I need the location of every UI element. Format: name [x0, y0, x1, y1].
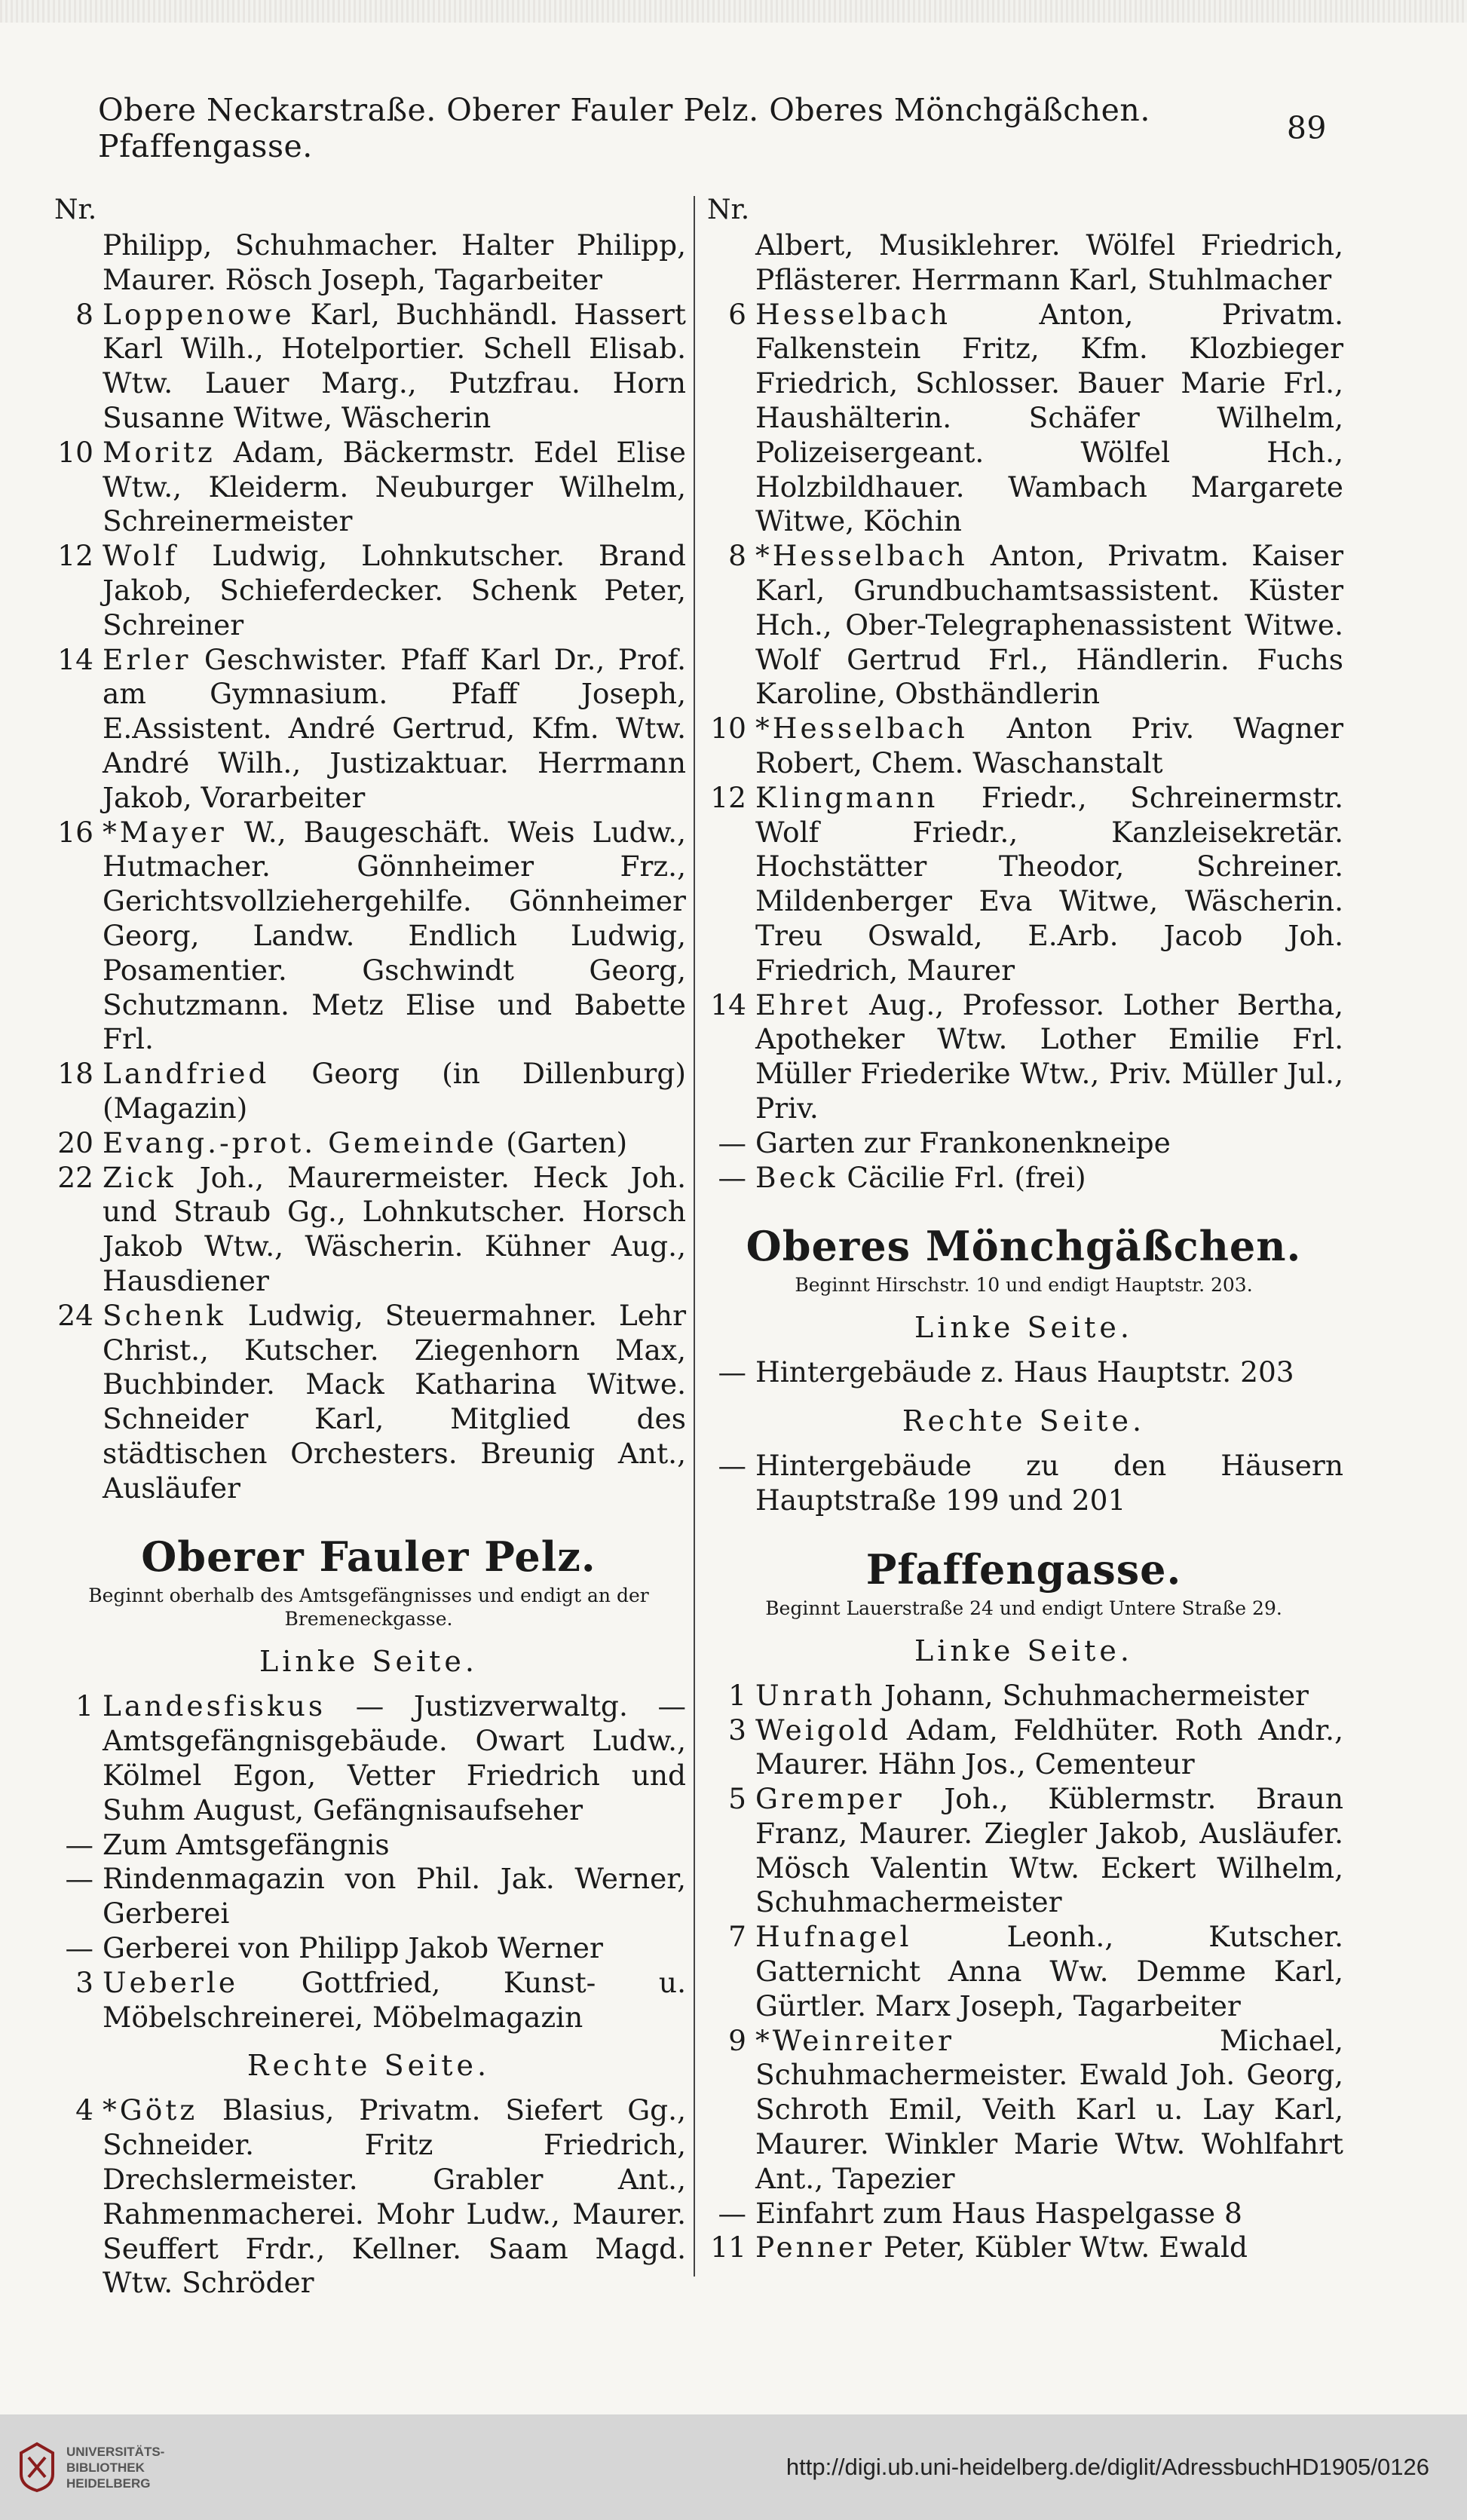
address-entry — [704, 988, 1343, 1126]
house-number: — — [65, 1862, 93, 1896]
owner-name: Zick — [103, 1160, 176, 1194]
residents: Johann, Schuhmachermeister — [875, 1678, 1309, 1712]
owner-name: Weigold — [755, 1713, 892, 1747]
residents: Georg (in Dillenburg) (Magazin) — [103, 1057, 686, 1125]
entry-text — [755, 1161, 1343, 1196]
residents: Anton, Privatm. Falkenstein Fritz, Kfm. Klozbieger Friedrich, Schlosser. Bauer Marie Frl., Haushälterin. Schäfer Wilhelm, Polizeisergeant. Wölfel Hch., Holzbildhauer. Wambach Margarete Witwe, Köchin — [755, 297, 1343, 538]
residents: Adam, Feldhüter. Roth Andr., Maurer. Hähn Jos., Cementeur — [755, 1713, 1343, 1781]
house-number: — — [65, 1827, 93, 1861]
owner-name: Landesfiskus — [103, 1689, 326, 1723]
pfaffengasse-entries — [704, 1679, 1343, 2266]
entry-text — [103, 1966, 686, 2035]
residents: Michael, Schuhmachermeister. Ewald Joh. Georg, Schroth Emil, Veith Karl u. Lay Karl, Maurer. Winkler Marie Wtw. Wohlfahrt Ant., Tapezier — [755, 2023, 1343, 2195]
neckarstrasse-entries — [51, 228, 686, 1505]
address-entry — [51, 298, 686, 436]
address-entry — [704, 1782, 1343, 1920]
house-number — [704, 228, 755, 298]
address-entry — [704, 781, 1343, 988]
residents: Anton, Privatm. Kaiser Karl, Grundbuchamtsassistent. Küster Hch., Ober-Telegraphenassistent Witwe. Wolf Gertrud Frl., Händlerin. Fuchs Karoline, Obsthändlerin — [755, 539, 1343, 711]
residents: Aug., Professor. Lother Bertha, Apotheker Wtw. Lother Emilie Frl. Müller Friederike Wtw., Priv. Müller Jul., Priv. — [755, 987, 1343, 1125]
side-heading: Linke Seite. — [914, 1634, 1133, 1667]
owner-name: Landfried — [103, 1057, 270, 1091]
residents: Cäcilie Frl. (frei) — [838, 1160, 1086, 1194]
owner-name: *Mayer — [103, 815, 227, 849]
residents: Philipp, Schuhmacher. Halter Philipp, Maurer. Rösch Joseph, Tagarbeiter — [103, 228, 686, 296]
house-number: 3 — [728, 1713, 746, 1747]
owner-name: Evang.-prot. Gemeinde — [103, 1125, 498, 1159]
logo-line: BIBLIOTHEK — [66, 2460, 145, 2475]
address-entry — [51, 1966, 686, 2035]
entry-text — [755, 539, 1343, 712]
owner-name: Wolf — [103, 539, 179, 573]
entry-text — [755, 1449, 1343, 1518]
house-number: 8 — [728, 539, 746, 573]
residents: Hintergebäude zu den Häusern Hauptstraße 199 und 201 — [755, 1449, 1343, 1517]
house-number: 10 — [710, 712, 746, 746]
house-number: 9 — [728, 2023, 746, 2057]
residents: (Garten) — [497, 1125, 628, 1159]
entry-text — [103, 228, 686, 298]
residents: Karl, Buchhändl. Hassert Karl Wilh., Hotelportier. Schell Elisab. Wtw. Lauer Marg., Putzfrau. Horn Susanne Witwe, Wäscherin — [103, 297, 686, 434]
entry-text — [755, 228, 1343, 298]
left-column — [51, 192, 686, 2301]
address-entry — [51, 643, 686, 816]
entry-text — [755, 1713, 1343, 1783]
house-number: 7 — [728, 1920, 746, 1954]
address-entry — [704, 2024, 1343, 2197]
scan-border — [0, 0, 1467, 23]
house-number: 12 — [57, 539, 93, 573]
entry-text — [755, 298, 1343, 540]
owner-name: Beck — [755, 1160, 838, 1194]
entry-text — [103, 1931, 686, 1966]
owner-name: Moritz — [103, 435, 216, 469]
running-title: Obere Neckarstraße. Oberer Fauler Pelz. Oberes Mönchgäßchen. Pfaffengasse. — [98, 92, 1150, 164]
owner-name: Hufnagel — [755, 1920, 912, 1954]
residents: Peter, Kübler Wtw. Ewald — [874, 2231, 1248, 2264]
owner-name: *Götz — [103, 2093, 198, 2127]
entry-text — [103, 1862, 686, 1931]
residents: — Justizverwaltg. — Amtsgefängnisgebäude. Owart Ludw., Kölmel Egon, Vetter Friedrich und Suhm August, Gefängnisaufseher — [103, 1689, 686, 1826]
owner-name: Gremper — [755, 1782, 905, 1816]
entry-text — [755, 1355, 1343, 1390]
entry-text — [755, 2024, 1343, 2197]
owner-name: *Hesselbach — [755, 712, 968, 746]
moenchgaesschen-right-entries — [704, 1449, 1343, 1518]
residents: Albert, Musiklehrer. Wölfel Friedrich, Pflästerer. Herrmann Karl, Stuhlmacher — [755, 228, 1343, 296]
fauler-pelz-left-entries — [51, 1689, 686, 2035]
house-number: — — [718, 1160, 746, 1194]
street-subtitle: Beginnt Lauerstraße 24 und endigt Untere Straße 29. — [765, 1597, 1282, 1619]
residents: Anton Priv. Wagner Robert, Chem. Waschanstalt — [755, 712, 1343, 779]
address-entry — [51, 1299, 686, 1506]
entry-text — [103, 2093, 686, 2301]
entry-text — [103, 1057, 686, 1126]
entry-text — [755, 1126, 1343, 1161]
entry-text — [103, 1828, 686, 1863]
entry-text — [103, 1161, 686, 1299]
house-number — [51, 228, 103, 298]
entry-text — [755, 1679, 1343, 1713]
address-entry — [704, 1449, 1343, 1518]
street-subtitle: Beginnt oberhalb des Amtsgefängnisses und endigt an der Bremeneckgasse. — [88, 1585, 649, 1630]
house-number: 3 — [75, 1965, 93, 1999]
house-number: 12 — [710, 780, 746, 814]
side-heading: Rechte Seite. — [247, 2049, 491, 2083]
house-number: 24 — [57, 1298, 93, 1332]
residents: Geschwister. Pfaff Karl Dr., Prof. am Gymnasium. Pfaff Joseph, E.Assistent. André Gertrud, Kfm. Wtw. André Wilh., Justizaktuar. Herrmann Jakob, Vorarbeiter — [103, 642, 686, 814]
address-entry — [704, 1126, 1343, 1161]
residents: W., Baugeschäft. Weis Ludw., Hutmacher. Gönnheimer Frz., Gerichtsvollziehergehilfe. Gönnheimer Georg, Landw. Endlich Ludwig, Posamentier. Gschwindt Georg, Schutzmann. Metz Elise und Babette Frl. — [103, 815, 686, 1056]
owner-name: Loppenowe — [103, 297, 295, 331]
entry-text — [755, 988, 1343, 1126]
entry-text — [755, 781, 1343, 988]
residents: Leonh., Kutscher. Gatternicht Anna Ww. Demme Karl, Gürtler. Marx Joseph, Tagarbeiter — [755, 1920, 1343, 2022]
entry-text — [103, 436, 686, 539]
residents: Ludwig, Steuermahner. Lehr Christ., Kutscher. Ziegenhorn Max, Buchbinder. Mack Katharina Witwe. Schneider Karl, Mitglied des städtischen Orchesters. Breunig Ant., Ausläufer — [103, 1298, 686, 1505]
house-number: 5 — [728, 1782, 746, 1816]
owner-name: Penner — [755, 2231, 875, 2264]
right-column — [704, 192, 1343, 2265]
entry-text — [103, 1689, 686, 1827]
address-entry — [704, 539, 1343, 712]
street-title: Oberer Fauler Pelz. — [141, 1533, 596, 1582]
address-entry — [704, 298, 1343, 540]
house-number: 1 — [75, 1689, 93, 1723]
entry-text — [755, 1920, 1343, 2023]
residents: Gottfried, Kunst- u. Möbelschreinerei, Möbelmagazin — [103, 1965, 686, 2034]
address-entry — [704, 1920, 1343, 2023]
address-entry — [51, 436, 686, 539]
entry-text — [103, 1299, 686, 1506]
residents: Gerberei von Philipp Jakob Werner — [103, 1931, 603, 1965]
house-number: 22 — [57, 1160, 93, 1194]
fauler-pelz-right-entries — [51, 2093, 686, 2301]
residents: Rindenmagazin von Phil. Jak. Werner, Gerberei — [103, 1862, 686, 1931]
house-number: — — [718, 2196, 746, 2230]
entry-text — [755, 2231, 1343, 2265]
owner-name: Hesselbach — [755, 297, 951, 331]
residents: Friedr., Schreinermstr. Wolf Friedr., Kanzleisekretär. Hochstätter Theodor, Schreiner. Mildenberger Eva Witwe, Wäscherin. Treu Oswald, E.Arb. Jacob Joh. Friedrich, Maurer — [755, 780, 1343, 987]
house-number: 1 — [728, 1678, 746, 1712]
address-entry — [704, 2197, 1343, 2231]
residents: Einfahrt zum Haus Haspelgasse 8 — [755, 2196, 1242, 2230]
nr-label: Nr. — [707, 194, 750, 225]
address-entry — [704, 1161, 1343, 1196]
library-seal-icon — [17, 2441, 57, 2494]
entry-text — [103, 539, 686, 642]
owner-name: Ehret — [755, 987, 851, 1021]
residents: Blasius, Privatm. Siefert Gg., Schneider. Fritz Friedrich, Drechslermeister. Grabler Ant., Rahmenmacherei. Mohr Ludw., Maurer. Seuffert Frdr., Kellner. Saam Magd. Wtw. Schröder — [103, 2093, 686, 2300]
house-number: — — [718, 1449, 746, 1483]
logo-line: UNIVERSITÄTS- — [66, 2444, 165, 2459]
address-entry — [704, 1713, 1343, 1783]
footer-bar — [0, 2414, 1467, 2520]
owner-name: *Hesselbach — [755, 539, 968, 573]
moenchgaesschen-left-entries — [704, 1355, 1343, 1390]
address-entry — [51, 539, 686, 642]
entry-text — [103, 643, 686, 816]
residents: Zum Amtsgefängnis — [103, 1827, 390, 1861]
address-entry — [704, 2231, 1343, 2265]
street-title: Pfaffengasse. — [865, 1545, 1182, 1594]
nr-label: Nr. — [54, 194, 97, 225]
entry-text — [755, 712, 1343, 781]
house-number: — — [718, 1125, 746, 1159]
owner-name: Ueberle — [103, 1965, 239, 1999]
address-entry — [704, 1355, 1343, 1390]
address-entry — [51, 1828, 686, 1863]
owner-name: Schenk — [103, 1298, 226, 1332]
page-header — [98, 92, 1327, 164]
page-number: 89 — [1286, 110, 1327, 146]
street-subtitle: Beginnt Hirschstr. 10 und endigt Hauptstr. 203. — [795, 1274, 1253, 1297]
street-title: Oberes Mönchgäßchen. — [746, 1222, 1302, 1271]
house-number: 20 — [57, 1125, 93, 1159]
address-entry — [51, 1689, 686, 1827]
house-number: — — [65, 1931, 93, 1965]
address-entry — [704, 712, 1343, 781]
logo-line: HEIDELBERG — [66, 2476, 151, 2491]
side-heading: Linke Seite. — [259, 1645, 478, 1679]
address-entry — [704, 1679, 1343, 1713]
side-heading: Rechte Seite. — [902, 1404, 1146, 1438]
entry-text — [103, 1126, 686, 1161]
entry-text — [755, 1782, 1343, 1920]
address-entry — [51, 1126, 686, 1161]
address-entry — [51, 228, 686, 298]
owner-name: *Weinreiter — [755, 2023, 954, 2057]
house-number: 14 — [710, 987, 746, 1021]
residents: Adam, Bäckermstr. Edel Elise Wtw., Kleiderm. Neuburger Wilhelm, Schreinermeister — [103, 435, 686, 538]
address-entry — [51, 2093, 686, 2301]
owner-name: Unrath — [755, 1678, 876, 1712]
house-number: 14 — [57, 642, 93, 676]
entry-text — [103, 298, 686, 436]
address-entry — [51, 1862, 686, 1931]
address-entry — [51, 1161, 686, 1299]
house-number: — — [718, 1355, 746, 1389]
residents: Garten zur Frankonenkneipe — [755, 1125, 1171, 1159]
address-entry — [51, 1057, 686, 1126]
house-number: 16 — [57, 815, 93, 849]
column-divider — [694, 196, 695, 2277]
address-entry — [51, 816, 686, 1058]
residents: Ludwig, Lohnkutscher. Brand Jakob, Schieferdecker. Schenk Peter, Schreiner — [103, 539, 686, 641]
entry-text — [103, 816, 686, 1058]
owner-name: Klingmann — [755, 780, 939, 814]
house-number: 10 — [57, 435, 93, 469]
source-url-link[interactable]: http://digi.ub.uni-heidelberg.de/diglit/AdressbuchHD1905/0126 — [786, 2454, 1429, 2480]
residents: Joh., Maurermeister. Heck Joh. und Straub Gg., Lohnkutscher. Horsch Jakob Wtw., Wäscherin. Kühner Aug., Hausdiener — [103, 1160, 686, 1297]
house-number: 11 — [710, 2231, 746, 2264]
house-number: 18 — [57, 1057, 93, 1091]
house-number: 6 — [728, 297, 746, 331]
library-logo[interactable] — [17, 2441, 164, 2494]
entry-text — [755, 2197, 1343, 2231]
side-heading: Linke Seite. — [914, 1311, 1133, 1345]
residents: Joh., Küblermstr. Braun Franz, Maurer. Ziegler Jakob, Ausläufer. Mösch Valentin Wtw. Eckert Wilhelm, Schuhmachermeister — [755, 1782, 1343, 1919]
house-number: 8 — [75, 297, 93, 331]
library-name — [66, 2444, 164, 2491]
owner-name: Erler — [103, 642, 191, 676]
residents: Hintergebäude z. Haus Hauptstr. 203 — [755, 1355, 1294, 1389]
house-number: 4 — [75, 2093, 93, 2127]
address-entry — [704, 228, 1343, 298]
address-entry — [51, 1931, 686, 1966]
neckarstrasse-entries-cont — [704, 228, 1343, 1195]
